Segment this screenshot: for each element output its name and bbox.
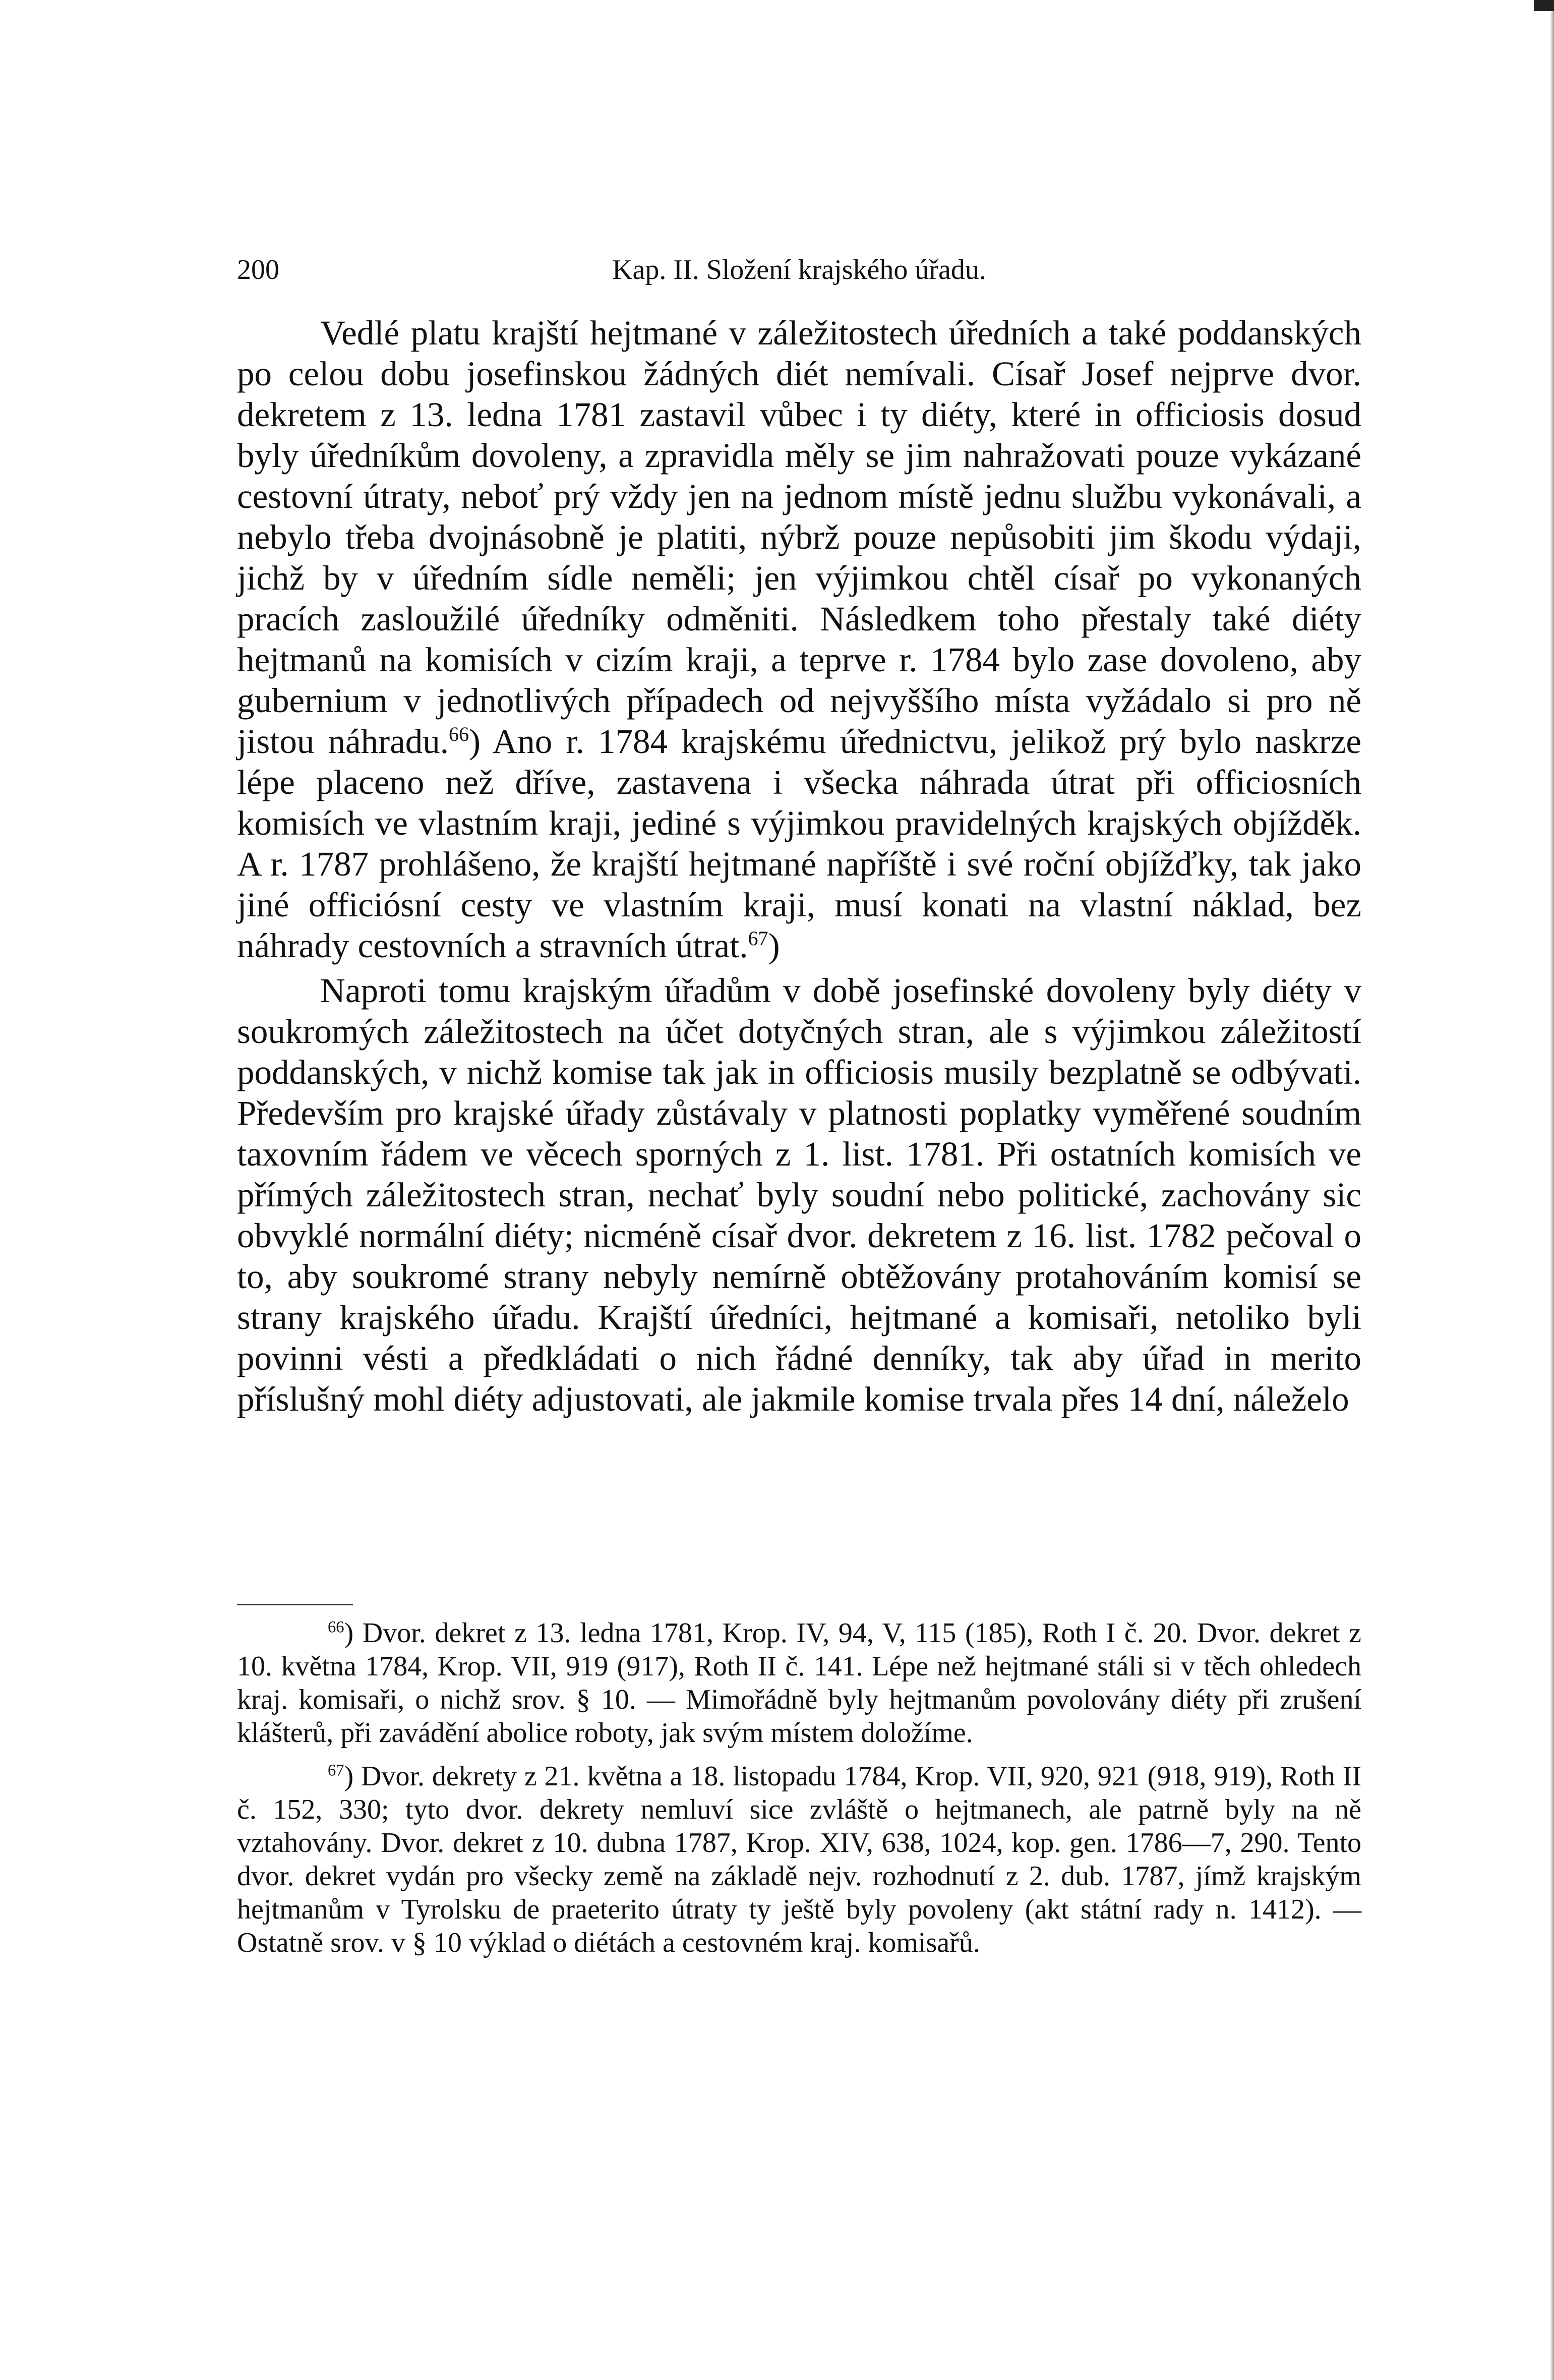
footnotes (237, 1616, 1361, 1959)
footnote-ref-67: 67 (748, 927, 768, 950)
footnote-mark-66: 66 (328, 1618, 344, 1637)
footnote-66 (237, 1616, 1361, 1750)
paragraph-1 (237, 313, 1361, 966)
footnote-66-text: ) Dvor. dekret z 13. ledna 1781, Krop. IV, 94, V, 115 (185), Roth I č. 20. Dvor. dekret z 10. května 1784, Krop. VII, 919 (917), Roth II č. 141. Lépe než hejtmané stáli si v těch ohledech kraj. komisaři, o nichž srov. § 10. — Mimořádně byly hejtmanům povolovány diéty při zrušení klášterů, při zavádění abolice roboty, jak svým místem doložíme. (237, 1617, 1361, 1749)
footnote-67-text: ) Dvor. dekrety z 21. května a 18. listopadu 1784, Krop. VII, 920, 921 (918, 919), Roth II č. 152, 330; tyto dvor. dekrety nemluví sice zvláště o hejtmanech, ale patrně byly na ně vztahovány. Dvor. dekret z 10. dubna 1787, Krop. XIV, 638, 1024, kop. gen. 1786—7, 290. Tento dvor. dekret vydán pro všecky země na základě nejv. rozhodnutí z 2. dub. 1787, jímž krajským hejtmanům v Tyrolsku de praeterito útraty ty ještě byly povoleny (akt státní rady n. 1412). — Ostatně srov. v § 10 výklad o diétách a cestovném kraj. komisařů. (237, 1761, 1361, 1958)
footnote-mark-67: 67 (328, 1761, 344, 1780)
paragraph-1-end: ) (768, 926, 780, 965)
paragraph-1-continuation: ) Ano r. 1784 krajskému úřednictvu, jelikož prý bylo naskrze lépe placeno než dříve, zastavena i všecka náhrada útrat při officiosních komisích ve vlastním kraji, jediné s výjimkou pravidelných krajských objížděk. A r. 1787 prohlášeno, že krajští hejtmané napříště i své roční objížďky, tak jako jiné officiósní cesty ve vlastním kraji, musí konati na vlastní náklad, bez náhrady cestovních a stravních útrat. (237, 722, 1361, 965)
paragraph-2 (237, 970, 1361, 1420)
footnote-ref-66: 66 (449, 723, 469, 745)
running-head: Kap. II. Složení krajského úřadu. (612, 254, 986, 285)
footnote-67 (237, 1760, 1361, 1959)
body-text (237, 313, 1361, 1420)
paragraph-2-text: Naproti tomu krajským úřadům v době josefinské dovoleny byly diéty v soukromých záležitostech na účet dotyčných stran, ale s výjimkou záležitostí poddanských, v nichž komise tak jak in officiosis musily bezplatně se odbývati. Především pro krajské úřady zůstávaly v platnosti poplatky vyměřené soudním taxovním řádem ve věcech sporných z 1. list. 1781. Při ostatních komisích ve přímých záležitostech stran, nechať byly soudní nebo politické, zachovány sic obvyklé normální diéty; nicméně císař dvor. dekretem z 16. list. 1782 pečoval o to, aby soukromé strany nebyly nemírně obtěžovány protahováním komisí se strany krajského úřadu. Krajští úředníci, hejtmané a komisaři, netoliko byli povinni vésti a předkládati o nich řádné denníky, tak aby úřad in merito příslušný mohl diéty adjustovati, ale jakmile komise trvala přes 14 dní, náleželo (237, 971, 1361, 1418)
footnote-divider (237, 1604, 353, 1605)
scan-corner-mark (1534, 0, 1554, 11)
page-header (237, 250, 1361, 290)
page-number: 200 (237, 254, 279, 285)
paragraph-1-text: Vedlé platu krajští hejtmané v záležitostech úředních a také poddanských po celou dobu josefinskou žádných diét nemívali. Císař Josef nejprve dvor. dekretem z 13. ledna 1781 zastavil vůbec i ty diéty, které in officiosis dosud byly úředníkům dovoleny, a zpravidla měly se jim nahražovati pouze vykázané cestovní útraty, neboť prý vždy jen na jednom místě jednu službu vykonávali, a nebylo třeba dvojnásobně je platiti, nýbrž pouze nepůsobiti jim škodu výdaji, jichž by v úředním sídle neměli; jen výjimkou chtěl císař po vykonaných pracích zasloužilé úředníky odměniti. Následkem toho přestaly také diéty hejtmanů na komisích v cizím kraji, a teprve r. 1784 bylo zase dovoleno, aby gubernium v jednotlivých případech od nejvyššího místa vyžádalo si pro ně jistou náhradu. (237, 314, 1361, 761)
scan-edge-shadow (1550, 0, 1554, 2380)
